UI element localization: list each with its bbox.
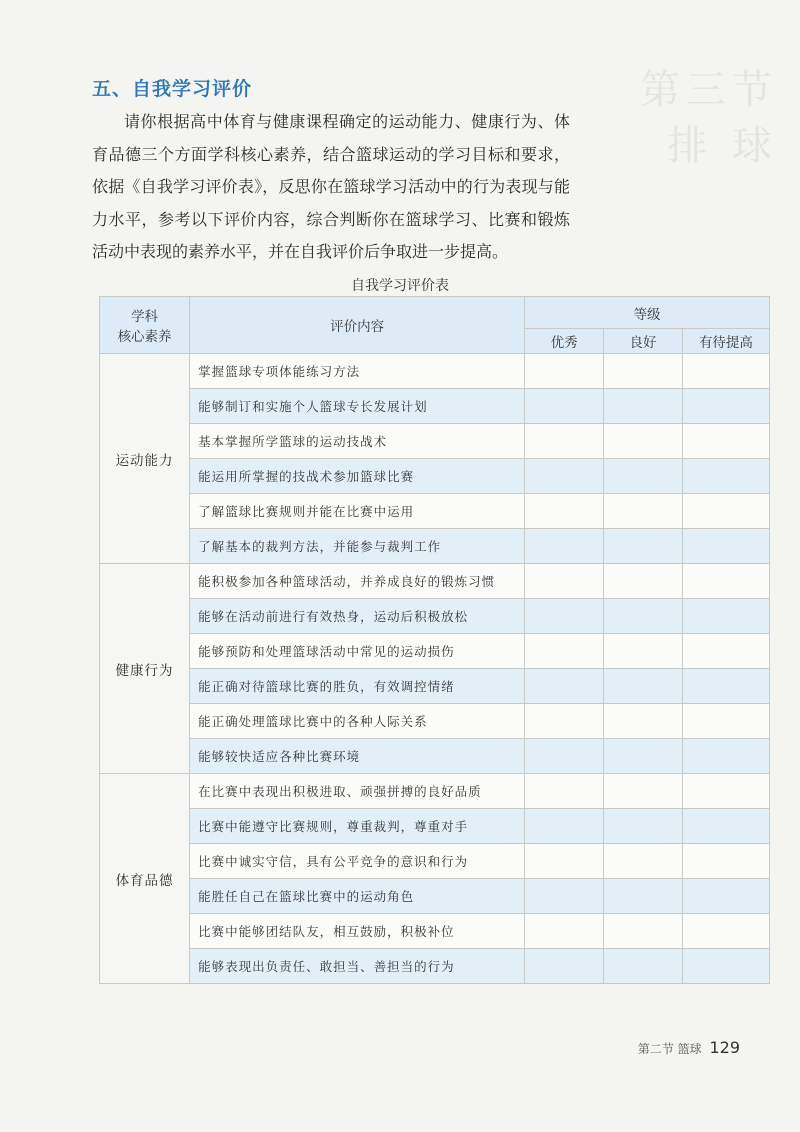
table-row xyxy=(100,844,770,879)
criterion-cell: 能够较快适应各种比赛环境 xyxy=(190,739,525,774)
table-row xyxy=(100,424,770,459)
grade-cell-excellent[interactable] xyxy=(525,949,604,984)
grade-cell-needs-improvement[interactable] xyxy=(682,739,769,774)
table-row xyxy=(100,459,770,494)
grade-cell-needs-improvement[interactable] xyxy=(682,389,769,424)
criterion-cell: 能积极参加各种篮球活动，并养成良好的锻炼习惯 xyxy=(190,564,525,599)
category-health-behavior: 健康行为 xyxy=(100,564,190,774)
criterion-cell: 比赛中能遵守比赛规则，尊重裁判，尊重对手 xyxy=(190,809,525,844)
grade-cell-excellent[interactable] xyxy=(525,739,604,774)
grade-cell-excellent[interactable] xyxy=(525,774,604,809)
grade-cell-good[interactable] xyxy=(604,949,683,984)
grade-cell-excellent[interactable] xyxy=(525,704,604,739)
grade-cell-excellent[interactable] xyxy=(525,634,604,669)
grade-cell-excellent[interactable] xyxy=(525,459,604,494)
grade-cell-needs-improvement[interactable] xyxy=(682,704,769,739)
category-sports-ethics: 体育品德 xyxy=(100,774,190,984)
table-row xyxy=(100,564,770,599)
grade-cell-needs-improvement[interactable] xyxy=(682,459,769,494)
grade-cell-needs-improvement[interactable] xyxy=(682,564,769,599)
table-row xyxy=(100,669,770,704)
grade-cell-needs-improvement[interactable] xyxy=(682,494,769,529)
grade-cell-needs-improvement[interactable] xyxy=(682,634,769,669)
grade-cell-excellent[interactable] xyxy=(525,424,604,459)
grade-cell-needs-improvement[interactable] xyxy=(682,599,769,634)
grade-cell-good[interactable] xyxy=(604,459,683,494)
page-number: 129 xyxy=(709,1038,740,1057)
section-title: 五、自我学习评价 xyxy=(92,78,253,100)
self-evaluation-table xyxy=(99,296,770,984)
table-row xyxy=(100,704,770,739)
grade-cell-excellent[interactable] xyxy=(525,844,604,879)
grade-cell-good[interactable] xyxy=(604,844,683,879)
grade-cell-needs-improvement[interactable] xyxy=(682,354,769,389)
background-ghost-title xyxy=(640,62,778,174)
category-motor-ability: 运动能力 xyxy=(100,354,190,564)
grade-cell-good[interactable] xyxy=(604,704,683,739)
grade-cell-excellent[interactable] xyxy=(525,809,604,844)
grade-cell-excellent[interactable] xyxy=(525,564,604,599)
grade-cell-good[interactable] xyxy=(604,424,683,459)
header-category xyxy=(100,297,190,354)
grade-cell-excellent[interactable] xyxy=(525,494,604,529)
grade-cell-needs-improvement[interactable] xyxy=(682,669,769,704)
criterion-cell: 能正确对待篮球比赛的胜负，有效调控情绪 xyxy=(190,669,525,704)
grade-cell-excellent[interactable] xyxy=(525,599,604,634)
table-row xyxy=(100,389,770,424)
grade-cell-excellent[interactable] xyxy=(525,914,604,949)
intro-paragraph: 请你根据高中体育与健康课程确定的运动能力、健康行为、体育品德三个方面学科核心素养，结合篮球运动的学习目标和要求，依据《自我学习评价表》，反思你在篮球学习活动中的行为表现与能力水平，参考以下评价内容，综合判断你在篮球学习、比赛和锻炼活动中表现的素养水平，并在自我评价后争取进一步提高。 xyxy=(92,112,570,261)
criterion-cell: 在比赛中表现出积极进取、顽强拼搏的良好品质 xyxy=(190,774,525,809)
criterion-cell: 能运用所掌握的技战术参加篮球比赛 xyxy=(190,459,525,494)
table-row xyxy=(100,599,770,634)
grade-cell-good[interactable] xyxy=(604,529,683,564)
grade-cell-good[interactable] xyxy=(604,774,683,809)
header-category-line1: 学科 xyxy=(131,309,159,325)
table-row xyxy=(100,354,770,389)
grade-cell-good[interactable] xyxy=(604,914,683,949)
criterion-cell: 比赛中诚实守信，具有公平竞争的意识和行为 xyxy=(190,844,525,879)
ghost-title-line1: 第三节 xyxy=(640,67,778,113)
table-row xyxy=(100,774,770,809)
grade-cell-good[interactable] xyxy=(604,809,683,844)
table-row xyxy=(100,879,770,914)
grade-cell-needs-improvement[interactable] xyxy=(682,424,769,459)
grade-cell-excellent[interactable] xyxy=(525,529,604,564)
grade-cell-needs-improvement[interactable] xyxy=(682,809,769,844)
grade-cell-excellent[interactable] xyxy=(525,669,604,704)
criterion-cell: 能正确处理篮球比赛中的各种人际关系 xyxy=(190,704,525,739)
table-row xyxy=(100,949,770,984)
grade-cell-good[interactable] xyxy=(604,354,683,389)
table-row xyxy=(100,914,770,949)
grade-cell-good[interactable] xyxy=(604,669,683,704)
grade-cell-needs-improvement[interactable] xyxy=(682,879,769,914)
grade-cell-excellent[interactable] xyxy=(525,879,604,914)
header-content: 评价内容 xyxy=(190,297,525,354)
grade-cell-good[interactable] xyxy=(604,599,683,634)
ghost-title-line2: 排 球 xyxy=(667,123,778,169)
table-caption: 自我学习评价表 xyxy=(351,278,449,294)
grade-cell-good[interactable] xyxy=(604,739,683,774)
grade-cell-needs-improvement[interactable] xyxy=(682,914,769,949)
grade-cell-needs-improvement[interactable] xyxy=(682,949,769,984)
grade-cell-needs-improvement[interactable] xyxy=(682,774,769,809)
table-row xyxy=(100,634,770,669)
grade-cell-good[interactable] xyxy=(604,879,683,914)
criterion-cell: 了解基本的裁判方法，并能参与裁判工作 xyxy=(190,529,525,564)
criterion-cell: 掌握篮球专项体能练习方法 xyxy=(190,354,525,389)
table-row xyxy=(100,529,770,564)
grade-cell-good[interactable] xyxy=(604,634,683,669)
grade-cell-good[interactable] xyxy=(604,564,683,599)
criterion-cell: 能胜任自己在篮球比赛中的运动角色 xyxy=(190,879,525,914)
grade-cell-good[interactable] xyxy=(604,494,683,529)
header-grade-excellent: 优秀 xyxy=(525,329,604,354)
header-grade: 等级 xyxy=(525,297,770,329)
grade-cell-good[interactable] xyxy=(604,389,683,424)
header-grade-good: 良好 xyxy=(604,329,683,354)
table-row xyxy=(100,494,770,529)
page-footer xyxy=(638,1038,740,1057)
criterion-cell: 能够制订和实施个人篮球专长发展计划 xyxy=(190,389,525,424)
grade-cell-needs-improvement[interactable] xyxy=(682,844,769,879)
criterion-cell: 能够在活动前进行有效热身，运动后积极放松 xyxy=(190,599,525,634)
footer-section-label: 第二节 篮球 xyxy=(637,1042,702,1056)
table-row xyxy=(100,739,770,774)
criterion-cell: 能够预防和处理篮球活动中常见的运动损伤 xyxy=(190,634,525,669)
criterion-cell: 比赛中能够团结队友，相互鼓励，积极补位 xyxy=(190,914,525,949)
grade-cell-needs-improvement[interactable] xyxy=(682,529,769,564)
table-row xyxy=(100,809,770,844)
criterion-cell: 能够表现出负责任、敢担当、善担当的行为 xyxy=(190,949,525,984)
criterion-cell: 了解篮球比赛规则并能在比赛中运用 xyxy=(190,494,525,529)
grade-cell-excellent[interactable] xyxy=(525,354,604,389)
grade-cell-excellent[interactable] xyxy=(525,389,604,424)
header-grade-needs-improvement: 有待提高 xyxy=(682,329,769,354)
header-category-line2: 核心素养 xyxy=(117,329,172,345)
criterion-cell: 基本掌握所学篮球的运动技战术 xyxy=(190,424,525,459)
